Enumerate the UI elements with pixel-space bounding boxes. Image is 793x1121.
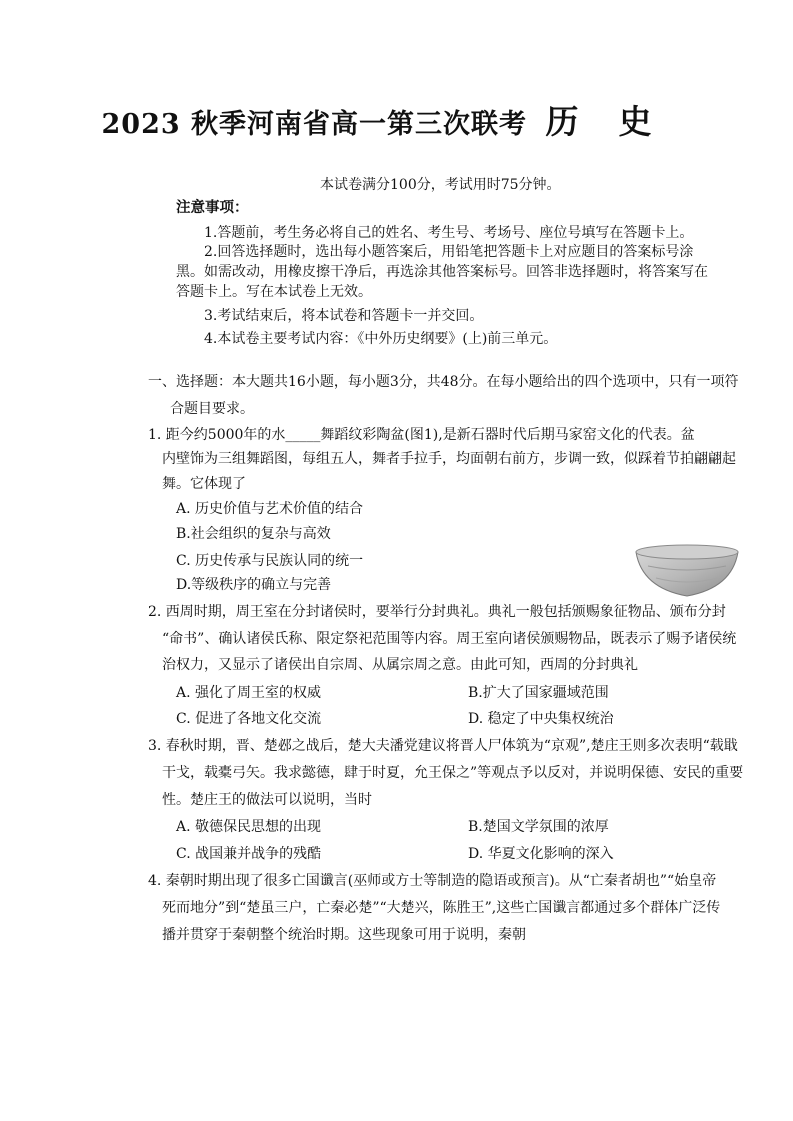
question-line: 舞。它体现了 <box>162 476 246 492</box>
question-line: 干戈，载橐弓矢。我求懿德，肆于时夏，允王保之”等观点予以反对，并说明保德、安民的重要 <box>162 765 744 781</box>
question-line: 2. 西周时期，周王室在分封诸侯时，要举行分封典礼。典礼一般包括颁赐象征物品、颁布分封 <box>148 604 726 620</box>
question-line: 播并贯穿于秦朝整个统治时期。这些现象可用于说明，秦朝 <box>162 927 526 943</box>
section-heading: 一、选择题：本大题共16小题，每小题3分，共48分。在每小题给出的四个选项中，只有一项符 <box>148 374 739 390</box>
section-heading-cont: 合题目要求。 <box>170 401 254 417</box>
pottery-basin-image <box>632 540 742 600</box>
question-line: 3. 春秋时期，晋、楚邲之战后，楚大夫潘党建议将晋人尸体筑为“京观”,楚庄王则多次表明“载戢 <box>148 738 738 754</box>
note-line: 1.答题前，考生务必将自己的姓名、考生号、考场号、座位号填写在答题卡上。 <box>204 225 694 241</box>
option-a: A. 强化了周王室的权威 <box>176 685 322 701</box>
question-line: 1. 距今约5000年的水_____舞蹈纹彩陶盆(图1),是新石器时代后期马家窑文化的代表。盆 <box>148 427 695 443</box>
option-d: D.等级秩序的确立与完善 <box>176 577 332 593</box>
note-line: 黑。如需改动，用橡皮擦干净后，再选涂其他答案标号。回答非选择题时，将答案写在 <box>176 264 708 280</box>
note-line: 2.回答选择题时，选出每小题答案后，用铅笔把答题卡上对应题目的答案标号涂 <box>204 244 694 260</box>
title-subject: 历史 <box>545 102 692 141</box>
score-line: 本试卷满分100分，考试用时75分钟。 <box>320 177 561 193</box>
question-line: 性。楚庄王的做法可以说明，当时 <box>162 792 372 808</box>
option-d: D. 稳定了中央集权统治 <box>468 711 614 727</box>
question-line: 4. 秦朝时期出现了很多亡国谶言(巫师或方士等制造的隐语或预言)。从“亡秦者胡也”“始皇帝 <box>148 873 717 889</box>
question-line: “命书”、确认诸侯氏称、限定祭祀范围等内容。周王室向诸侯颁赐物品，既表示了赐予诸侯统 <box>162 631 737 647</box>
option-b: B.社会组织的复杂与高效 <box>176 526 331 542</box>
option-c: C. 历史传承与民族认同的统一 <box>176 553 364 569</box>
note-line: 4.本试卷主要考试内容：《中外历史纲要》(上)前三单元。 <box>204 331 558 347</box>
exam-title <box>0 96 793 143</box>
option-b: B.扩大了国家疆域范围 <box>468 685 609 701</box>
option-c: C. 战国兼并战争的残酷 <box>176 846 322 862</box>
title-main: 2023 秋季河南省高一第三次联考 <box>101 109 528 140</box>
option-b: B.楚国文学氛围的浓厚 <box>468 819 609 835</box>
option-c: C. 促进了各地文化交流 <box>176 711 322 727</box>
option-d: D. 华夏文化影响的深入 <box>468 846 614 862</box>
option-a: A. 历史价值与艺术价值的结合 <box>176 501 364 517</box>
option-a: A. 敬德保民思想的出现 <box>176 819 322 835</box>
notice-title: 注意事项： <box>176 199 249 216</box>
question-line: 治权力，又显示了诸侯出自宗周、从属宗周之意。由此可知，西周的分封典礼 <box>162 657 638 673</box>
note-line: 答题卡上。写在本试卷上无效。 <box>176 284 372 300</box>
note-line: 3.考试结束后，将本试卷和答题卡一并交回。 <box>204 308 484 324</box>
question-line: 内壁饰为三组舞蹈图，每组五人，舞者手拉手，均面朝右前方，步调一致，似踩着节拍翩翩起 <box>162 451 736 467</box>
question-line: 死而地分”到“楚虽三户，亡秦必楚”“大楚兴，陈胜王”,这些亡国谶言都通过多个群体广泛传 <box>162 900 721 916</box>
